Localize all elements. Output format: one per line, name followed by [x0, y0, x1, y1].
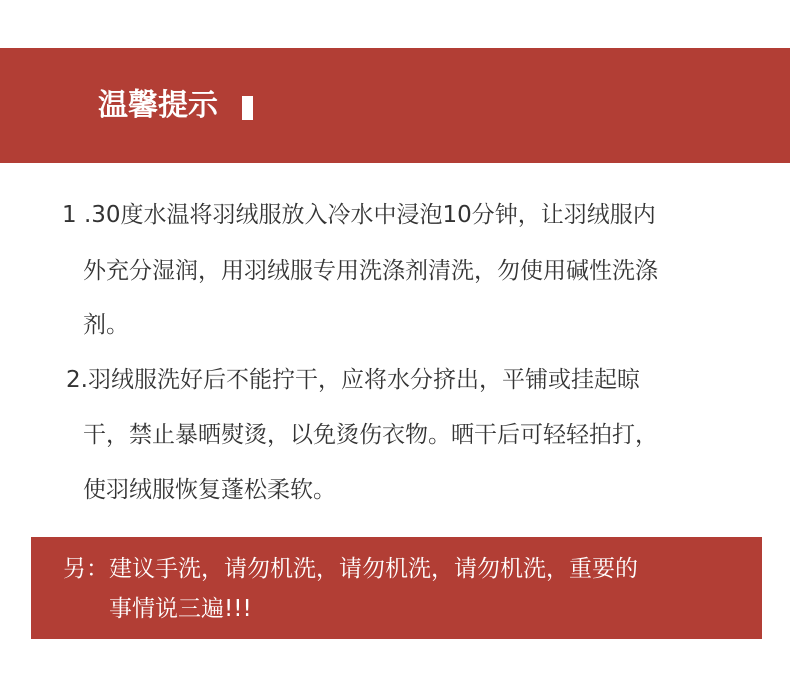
tip-2-line-2: 干，禁止暴晒熨烫，以免烫伤衣物。晒干后可轻轻拍打，	[83, 422, 658, 448]
tip-2-line-3: 使羽绒服恢复蓬松柔软。	[83, 477, 336, 503]
title-marker-bar	[242, 96, 253, 120]
notice-line-2: 事情说三遍!!!	[109, 596, 252, 622]
tip-1-line-1: 1 .30度水温将羽绒服放入冷水中浸泡10分钟，让羽绒服内	[62, 202, 656, 228]
page-title: 温馨提示	[98, 88, 218, 123]
notice-line-1: 另：建议手洗，请勿机洗，请勿机洗，请勿机洗，重要的	[63, 556, 638, 582]
tip-1-line-3: 剂。	[83, 312, 129, 338]
tip-2-line-1: 2.羽绒服洗好后不能拧干，应将水分挤出，平铺或挂起晾	[66, 367, 640, 393]
tip-1-line-2: 外充分湿润，用羽绒服专用洗涤剂清洗，勿使用碱性洗涤	[83, 258, 658, 284]
